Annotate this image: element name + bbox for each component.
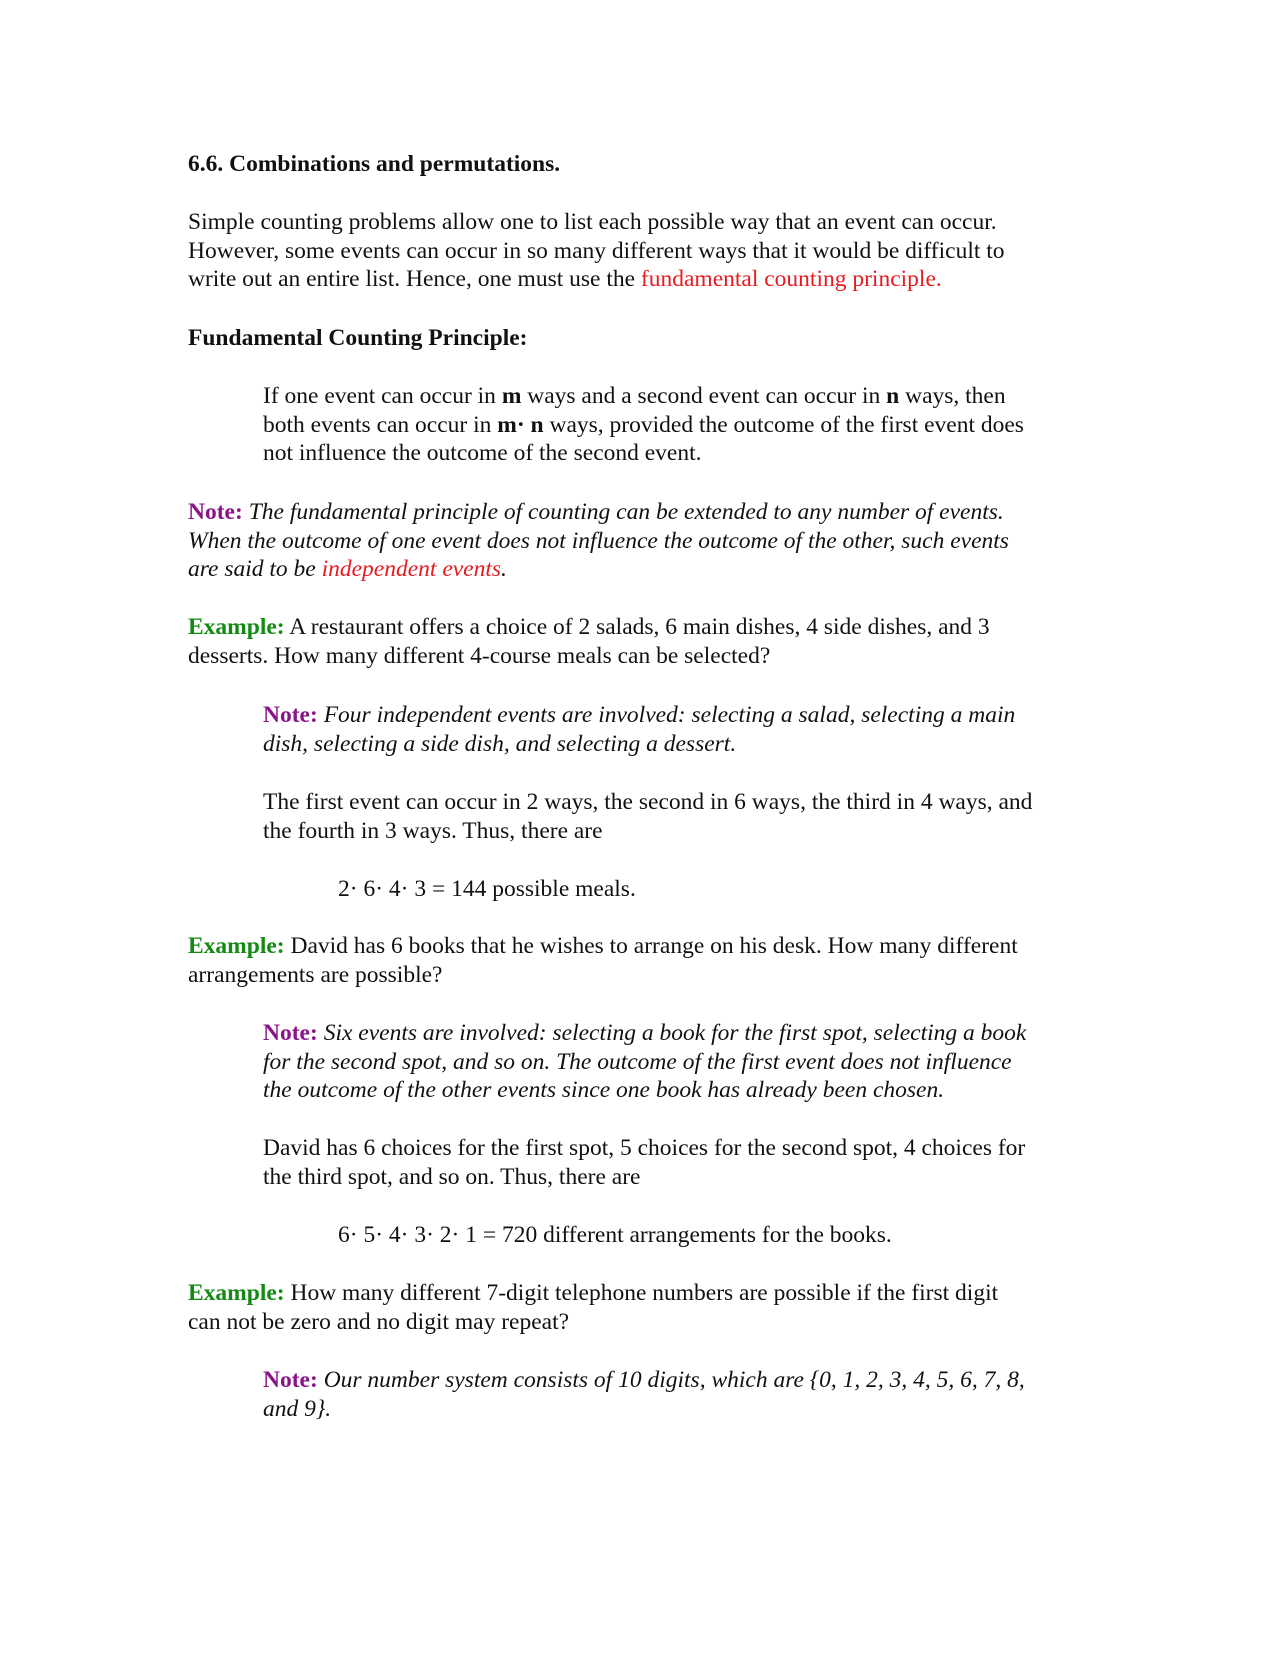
example-line [188, 1279, 998, 1308]
note-line [188, 498, 1009, 527]
independent-events-term: independent events [321, 556, 502, 582]
example-books-body [263, 1134, 1025, 1191]
example-books-result [338, 1221, 892, 1250]
fcp-heading-text: Fundamental Counting Principle: [188, 325, 528, 351]
fcp-heading [188, 324, 527, 353]
note-line: When the outcome of one event does not influence the outcome of the other, such events [188, 527, 1009, 554]
fcp-text: If one event can occur in [263, 383, 502, 409]
fundamental-counting-principle-term: fundamental counting principle. [640, 266, 942, 292]
body-line: The first event can occur in 2 ways, the second in 6 ways, the third in 4 ways, and [263, 789, 1033, 815]
note-text: The fundamental principle of counting can be extended to any number of events. [242, 499, 1004, 525]
note-text: are said to be [188, 556, 322, 582]
example-label: Example: [188, 1280, 285, 1306]
fcp-line [263, 411, 1024, 440]
body-line: David has 6 choices for the first spot, 5 choices for the second spot, 4 choices for [263, 1135, 1026, 1161]
example-telephone-note [263, 1366, 1025, 1423]
fcp-text: both events can occur in [263, 411, 498, 438]
example-line: arrangements are possible? [188, 961, 443, 988]
fcp-text: ways, then [899, 383, 1006, 409]
note-label: Note: [263, 1367, 318, 1393]
example-line: desserts. How many different 4-course meals can be selected? [188, 642, 771, 669]
example-telephone [188, 1279, 998, 1336]
note-text: Six events are involved: selecting a book for the first spot, selecting a book [317, 1020, 1027, 1046]
note-independent-events [188, 498, 1009, 584]
note-line: dish, selecting a side dish, and selecting a dessert. [263, 730, 737, 757]
note-text: Our number system consists of 10 digits, which are {0, 1, 2, 3, 4, 5, 6, 7, 8, [317, 1367, 1025, 1393]
example-restaurant-body [263, 788, 1032, 845]
intro-text: write out an entire list. Hence, one must use the [188, 266, 641, 292]
note-text: Four independent events are involved: selecting a salad, selecting a main [317, 702, 1016, 728]
example-text: A restaurant offers a choice of 2 salads, 6 main dishes, 4 side dishes, and 3 [284, 614, 990, 640]
result-equation: 2· 6· 4· 3 = 144 possible meals. [338, 876, 636, 902]
var-m: m [501, 383, 522, 409]
example-restaurant-note [263, 701, 1015, 758]
section-title-text: 6.6. Combinations and permutations. [188, 151, 561, 177]
example-line [188, 613, 990, 642]
note-line: the outcome of the other events since one book has already been chosen. [263, 1077, 945, 1103]
example-label: Example: [188, 933, 285, 959]
intro-line: However, some events can occur in so many different ways that it would be difficult to [188, 237, 1005, 264]
intro-paragraph [188, 208, 1005, 294]
var-n: n [886, 383, 900, 409]
body-line: the fourth in 3 ways. Thus, there are [263, 817, 603, 844]
example-books [188, 932, 1018, 989]
note-line [263, 701, 1015, 730]
note-line [188, 555, 1009, 584]
note-label: Note: [263, 1020, 318, 1046]
note-text: . [501, 556, 507, 582]
example-restaurant [188, 613, 990, 670]
intro-line [188, 265, 1005, 294]
fcp-statement [263, 382, 1024, 468]
example-label: Example: [188, 614, 285, 640]
product-m-n: m· n [497, 411, 544, 438]
fcp-text: ways, provided the outcome of the first event does [543, 411, 1024, 438]
example-text: David has 6 books that he wishes to arrange on his desk. How many different [284, 933, 1018, 959]
note-label: Note: [188, 499, 243, 525]
example-line: can not be zero and no digit may repeat? [188, 1308, 570, 1335]
example-text: How many different 7-digit telephone numbers are possible if the first digit [284, 1280, 999, 1306]
example-books-note [263, 1019, 1026, 1105]
example-line [188, 932, 1018, 961]
note-line [263, 1366, 1025, 1395]
body-line: the third spot, and so on. Thus, there are [263, 1163, 641, 1190]
result-equation: 6· 5· 4· 3· 2· 1 = 720 different arrangements for the books. [338, 1222, 892, 1248]
note-line [263, 1019, 1026, 1048]
note-line: for the second spot, and so on. The outcome of the first event does not influence [263, 1048, 1012, 1075]
example-restaurant-result [338, 875, 636, 904]
section-title [188, 150, 560, 179]
fcp-text: ways and a second event can occur in [521, 383, 887, 409]
note-line: and 9}. [263, 1395, 332, 1422]
intro-line: Simple counting problems allow one to list each possible way that an event can occur. [188, 209, 997, 235]
fcp-line [263, 382, 1024, 411]
fcp-line: not influence the outcome of the second event. [263, 440, 702, 466]
note-label: Note: [263, 702, 318, 728]
